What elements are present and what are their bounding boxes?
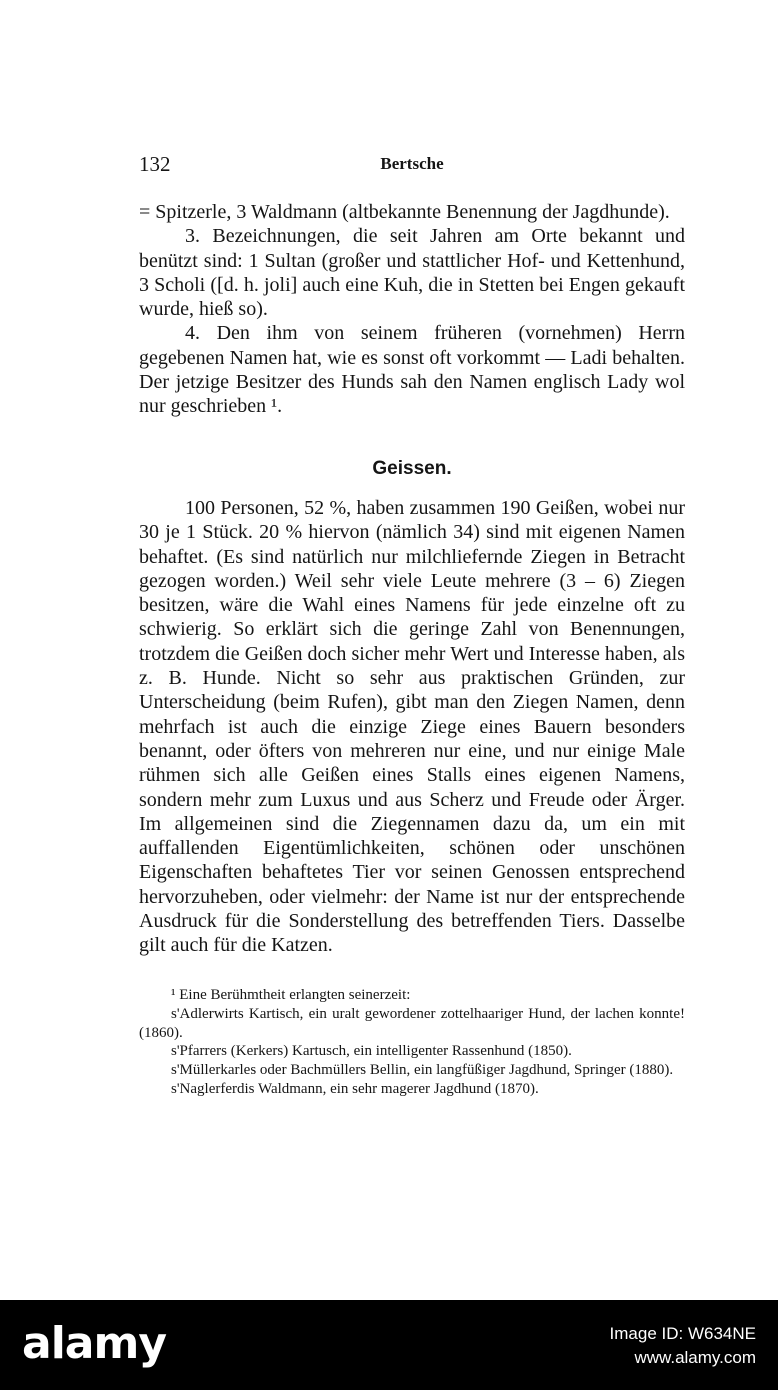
- paragraph: 4. Den ihm von seinem früheren (vornehmen) Herrn gegebenen Namen hat, wie es sonst oft vorkommt — Ladi behalten. Der jetzige Besitzer des Hunds sah den Namen englisch Lady wol nur geschrieben ¹.: [139, 322, 685, 418]
- site-url: www.alamy.com: [634, 1348, 756, 1367]
- paragraph: 100 Personen, 52 %, haben zusammen 190 Geißen, wobei nur 30 je 1 Stück. 20 % hiervon (nämlich 34) sind mit eigenen Namen behaftet. (Es sind natürlich nur milchliefernde Ziegen in Betracht gezogen worden.) Weil sehr viele Leute mehrere (3 – 6) Ziegen besitzen, wäre die Wahl eines Namens für jede einzelne oft zu schwierig. So erklärt sich die geringe Zahl von Benennungen, trotzdem die Geißen doch sicher mehr Wert und Interesse haben, als z. B. Hunde. Nicht so sehr aus praktischen Gründen, zur Unterscheidung (beim Rufen), gibt man den Ziegen Namen, denn mehrfach ist auch die einzige Ziege eines Bauern besonders benannt, oder öfters von mehreren nur eine, und nur einige Male rühmen sich alle Geißen eines Stalls eines eigenen Namens, sondern mehr zum Luxus und aus Scherz und Freude oder Ärger. Im allgemeinen sind die Ziegennamen dazu da, um ein mit auffallenden Eigentümlichkeiten, schönen oder unschönen Eigenschaften behaftetes Tier vor seinen Genossen entsprechend hervorzuheben, oder vielmehr: der Name ist nur der entsprechende Ausdruck für die Sonderstellung des betreffenden Tiers. Dasselbe gilt auch für die Katzen.: [139, 497, 685, 957]
- footnote: ¹ Eine Berühmtheit erlangten seinerzeit:: [171, 987, 411, 1003]
- paragraph: = Spitzerle, 3 Waldmann (altbekannte Benennung der Jagdhunde).: [139, 201, 670, 223]
- image-id: Image ID: W634NE: [609, 1324, 756, 1343]
- alamy-logo: alamy: [22, 1318, 166, 1369]
- top-text: [139, 200, 685, 419]
- running-head: Bertsche: [380, 154, 444, 173]
- footnote: s'Adlerwirts Kartisch, ein uralt gewordener zottelhaariger Hund, der lachen konnte! (1860).: [139, 1005, 685, 1041]
- footnote: s'Naglerferdis Waldmann, ein sehr magerer Jagdhund (1870).: [171, 1080, 539, 1097]
- section-title: Geissen.: [372, 458, 452, 479]
- page-number: 132: [139, 152, 171, 176]
- footnote: s'Müllerkarles oder Bachmüllers Bellin, ein langfüßiger Jagdhund, Springer (1880).: [171, 1062, 674, 1079]
- footnotes: [139, 986, 685, 1099]
- footnote: s'Pfarrers (Kerkers) Kartusch, ein intelligenter Rassenhund (1850).: [171, 1043, 572, 1060]
- page-header: [139, 152, 685, 182]
- image-id-block: [610, 1322, 756, 1370]
- watermark-bar: [0, 1300, 778, 1390]
- body-text: [139, 496, 685, 958]
- paragraph: 3. Bezeichnungen, die seit Jahren am Orte bekannt und benützt sind: 1 Sultan (großer und stattlicher Hof- und Kettenhund, 3 Scholi ([d. h. joli] auch eine Kuh, die in Stetten bei Engen gekauft wurde, hieß so).: [139, 225, 685, 321]
